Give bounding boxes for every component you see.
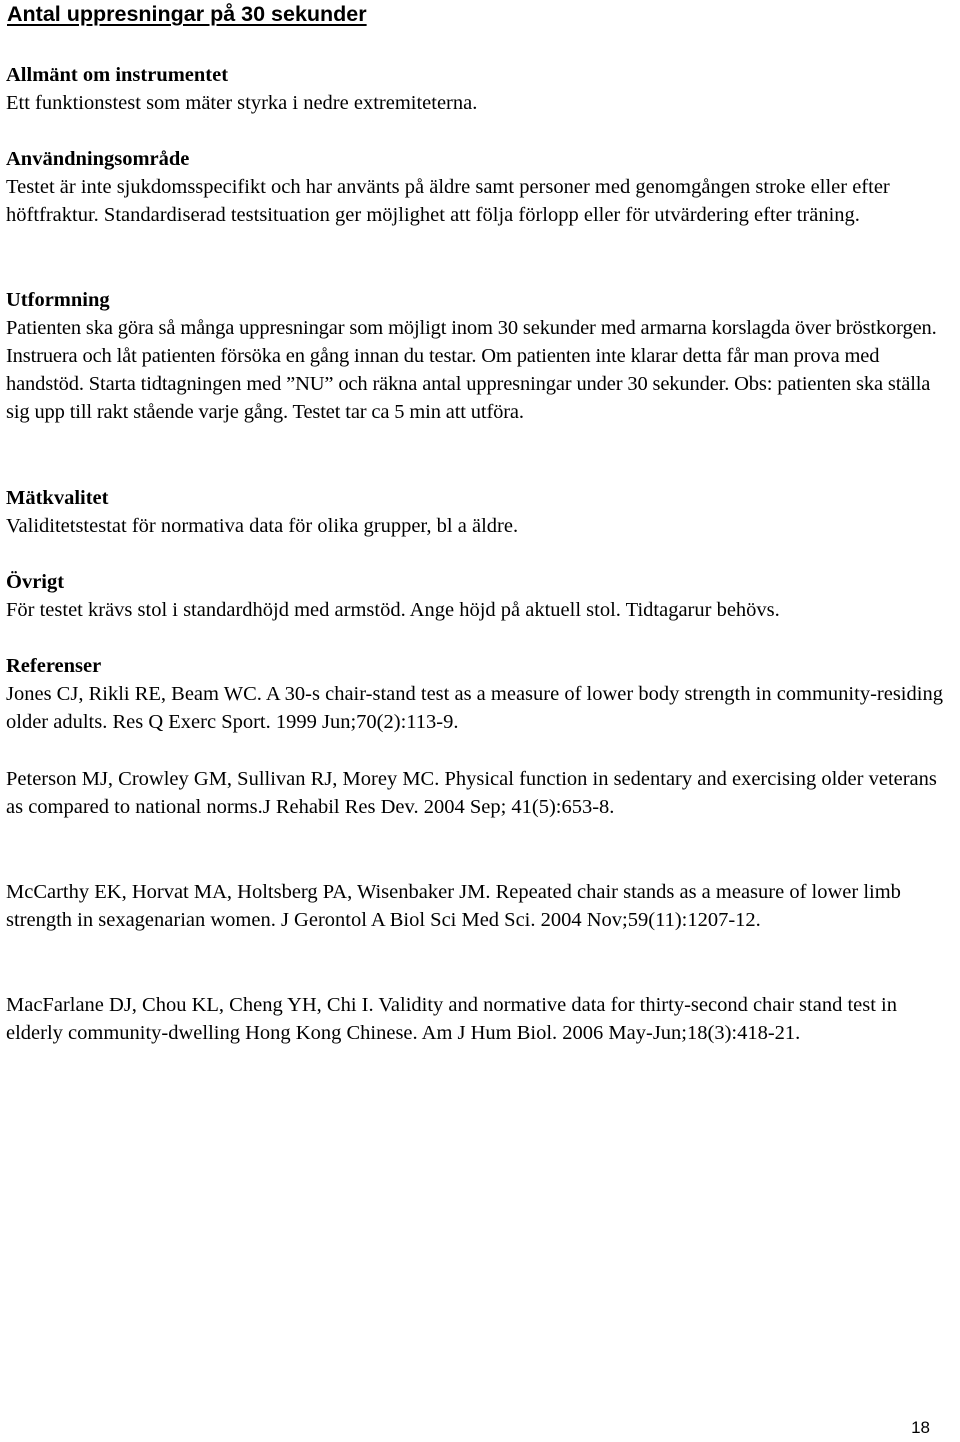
section-heading: Mätkvalitet	[6, 487, 109, 509]
reference-item: Jones CJ, Rikli RE, Beam WC. A 30-s chair-stand test as a measure of lower body strength in community-residing older adults. Res Q Exerc Sport. 1999 Jun;70(2):113-9.	[6, 683, 943, 733]
section-body: Validitetstestat för normativa data för olika grupper, bl a äldre.	[6, 515, 519, 537]
section-body: För testet krävs stol i standardhöjd med armstöd. Ange höjd på aktuell stol. Tidtagarur behövs.	[6, 599, 780, 621]
page-number: 18	[911, 1418, 930, 1437]
section-heading: Allmänt om instrumentet	[6, 64, 229, 86]
reference-item: Peterson MJ, Crowley GM, Sullivan RJ, Morey MC. Physical function in sedentary and exercising older veterans as compared to national norms.J Rehabil Res Dev. 2004 Sep; 41(5):653-8.	[6, 768, 937, 818]
section-heading: Utformning	[6, 289, 110, 311]
reference-item: MacFarlane DJ, Chou KL, Cheng YH, Chi I. Validity and normative data for thirty-second chair stand test in elderly community-dwelling Hong Kong Chinese. Am J Hum Biol. 2006 May-Jun;18(3):418-21.	[6, 994, 897, 1044]
section-heading: Övrigt	[6, 571, 65, 593]
section-body: Ett funktionstest som mäter styrka i nedre extremiteterna.	[6, 92, 478, 114]
section-heading: Användningsområde	[6, 148, 190, 170]
page-title: Antal uppresningar på 30 sekunder	[7, 2, 367, 26]
references-heading: Referenser	[6, 655, 102, 677]
section-references	[6, 652, 958, 680]
section-body: Patienten ska göra så många uppresningar som möjligt inom 30 sekunder med armarna korslagda över bröstkorgen. Instruera och låt patienten försöka en gång innan du testar. Om patienten inte klarar detta får man prova med handstöd. Starta tidtagningen med ”NU” och räkna antal uppresningar under 30 sekunder. Obs: patienten ska ställa sig upp till rakt stående varje gång. Testet tar ca 5 min att utföra.	[6, 317, 937, 423]
section-general	[6, 61, 958, 117]
section-scope	[6, 145, 958, 229]
section-design	[6, 286, 958, 426]
section-other	[6, 568, 958, 624]
section-measurement-quality	[6, 484, 958, 540]
reference-item: McCarthy EK, Horvat MA, Holtsberg PA, Wisenbaker JM. Repeated chair stands as a measure of lower limb strength in sexagenarian women. J Gerontol A Biol Sci Med Sci. 2004 Nov;59(11):1207-12.	[6, 881, 901, 931]
section-body: Testet är inte sjukdomsspecifikt och har använts på äldre samt personer med genomgången stroke eller efter höftfraktur. Standardiserad testsituation ger möjlighet att följa förlopp eller för utvärdering efter träning.	[6, 176, 890, 226]
